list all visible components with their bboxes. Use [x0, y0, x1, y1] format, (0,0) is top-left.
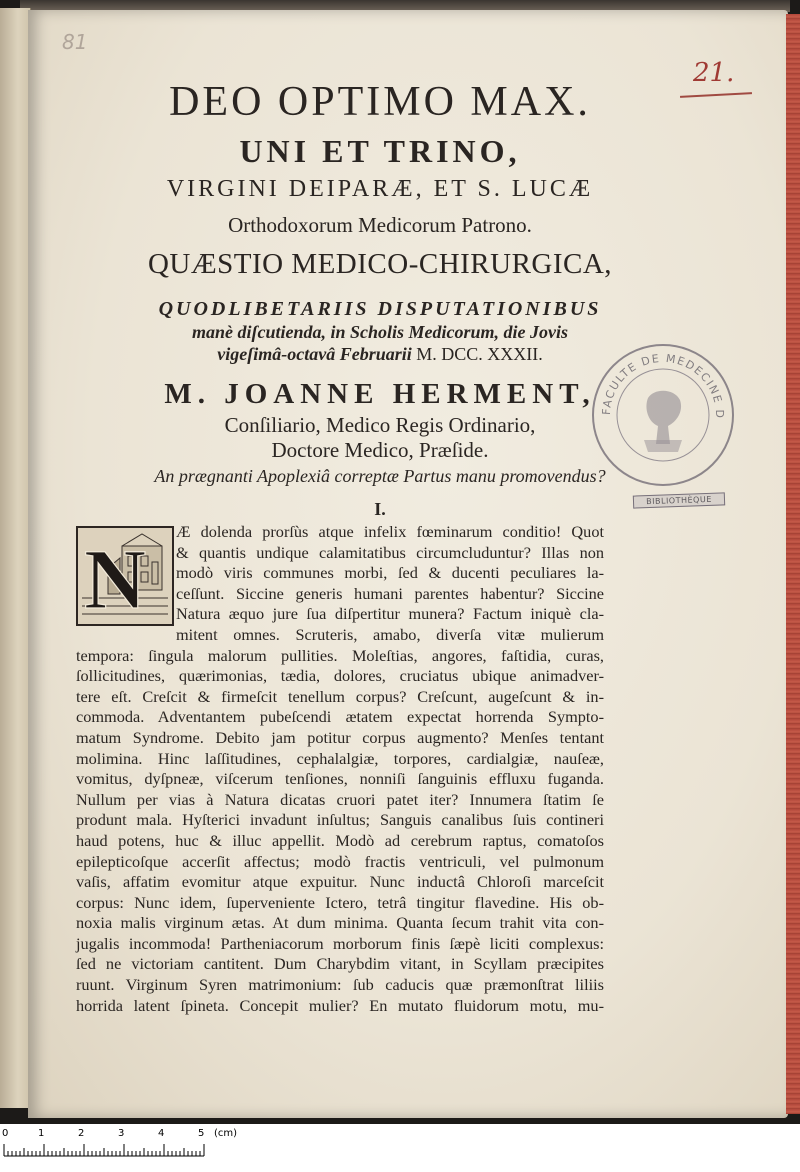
body-line: epilepticoſque accerſit affectus; modò fractis ventriculi, vel pulmonum — [76, 851, 604, 871]
red-page-edge — [786, 14, 800, 1114]
body-line: vaſis, affatim evomitur atque expuitur. Nunc inductâ Chloroſi marceſcit — [76, 872, 604, 892]
ruler-unit-label: (cm) — [214, 1128, 238, 1139]
ruler-tick-label: 3 — [118, 1128, 125, 1139]
ruler-tick-label: 4 — [158, 1128, 165, 1139]
body-line: vomitus, dyſpneæ, viſcerum tenſiones, nonniſi ſanguinis effluxu fuganda. — [76, 769, 604, 789]
praeses-name: M. JOANNE HERMENT, — [164, 378, 596, 410]
body-line: horrida latent ſpineta. Concepit mulier? En mutato fluidorum motu, mu- — [76, 995, 604, 1015]
dedication-line-4: Orthodoxorum Medicorum Patrono. — [228, 213, 532, 237]
ruler-tick-label: 2 — [78, 1128, 85, 1139]
body-line: haud potens, huc & illuc appellit. Modò ad cerebrum raptus, comatoſos — [76, 830, 604, 850]
scale-ruler — [0, 1124, 800, 1172]
left-page-edge — [0, 8, 31, 1108]
ruler-ticks — [0, 1142, 220, 1162]
ruler-tick-label: 5 — [198, 1128, 205, 1139]
folio-number: 21. — [693, 58, 735, 88]
body-line: molimina. Hinc laſſitudines, cephalalgiæ, torpores, cardialgiæ, nauſeæ, — [76, 748, 604, 768]
body-line: matum Syndrome. Debito jam potitur corpus augmento? Menſes tentant — [76, 727, 604, 747]
question-venue: manè diſcutienda, in Scholis Medicorum, die Jovis — [191, 322, 568, 342]
body-line: noxia malis virginum ætas. At dum minima. Quanta ſecum trahit vita con- — [76, 913, 604, 933]
stamp-text: FACULTE DE MEDECINE D — [599, 351, 727, 420]
body-line: tempora: ſingula malorum pullities. Moleſtias, angores, faſtidia, curas, — [76, 645, 604, 665]
stamp-label: BIBLIOTHÈQUE — [633, 492, 725, 508]
library-stamp — [588, 340, 738, 490]
body-line: produnt mala. Hyſterici invadunt inſultus; Sanguis canalibus ſuis contineri — [76, 810, 604, 830]
body-line: ruunt. Virginum Syren matrimonium: ſub caducis quæ præmonſtrat liliis — [76, 975, 604, 995]
body-line: corpus: Nunc idem, ſuperveniente Ictero, tetrâ tingitur flavedine. His ob- — [76, 892, 604, 912]
question-subheading: QUODLIBETARIIS DISPUTATIONIBUS — [158, 298, 602, 320]
body-line: tere eſt. Creſcit & firmeſcit tenellum corpus? Creſcunt, augeſcunt & in- — [76, 686, 604, 706]
dedication-line-3: VIRGINI DEIPARÆ, ET S. LUCÆ — [166, 176, 594, 202]
body-line: Natura æquo jure ſua diſpertitur munera? Factum iniquè cla- — [176, 604, 604, 624]
dedication-line-1: DEO OPTIMO MAX. — [169, 79, 591, 125]
praeses-role-1: Conſiliario, Medico Regis Ordinario, — [224, 413, 536, 437]
thesis-question: An prægnanti Apoplexiâ correptæ Partus manu promovendus? — [154, 466, 606, 486]
body-line: commoda. Adventantem pubeſcendi ætatem expectat horrenda Sympto- — [76, 707, 604, 727]
section-number: I. — [374, 499, 386, 519]
pencil-number: 81 — [62, 30, 88, 54]
body-line: Æ dolenda prorſùs atque infelix fœminarum conditio! Quot — [176, 522, 604, 541]
body-line: ſed ne victoriam cantitent. Dum Charybdim vitant, in Scyllam præcipites — [76, 954, 604, 974]
body-text — [76, 522, 604, 1016]
question-date-year: M. DCC. XXXII. — [411, 344, 543, 364]
body-line: modò viris communes morbi, ſed & ducenti peculiares la- — [176, 563, 604, 583]
body-line: jugalis incommoda! Partheniacorum morborum finis ſæpè liciti complexus: — [76, 933, 604, 953]
body-line: ſollicitudines, quærimonias, tædia, dolores, cruciatus ubique animadver- — [76, 666, 604, 686]
ruler-tick-label: 1 — [38, 1128, 45, 1139]
dropcap-letter: N — [84, 531, 147, 624]
praeses-role-2: Doctore Medico, Præſide. — [271, 438, 489, 462]
question-heading: QUÆSTIO MEDICO-CHIRURGICA, — [147, 248, 613, 280]
question-date-italic: vigeſimâ-octavâ Februarii — [217, 344, 412, 364]
body-line: ceſſunt. Siccine generis humani parentes habentur? Siccine — [176, 583, 604, 603]
body-line: Nullum per vias à Natura dicatas cruori patet iter? Innumera ſtatim ſe — [76, 789, 604, 809]
body-line: & quantis undique calamitatibus circumcluduntur? Illas non — [176, 542, 604, 562]
body-line: mitent omnes. Scruteris, amabo, diverſa vitæ mulierum — [176, 624, 604, 644]
ruler-tick-label: 0 — [2, 1128, 9, 1139]
dedication-line-2: UNI ET TRINO, — [239, 133, 521, 169]
